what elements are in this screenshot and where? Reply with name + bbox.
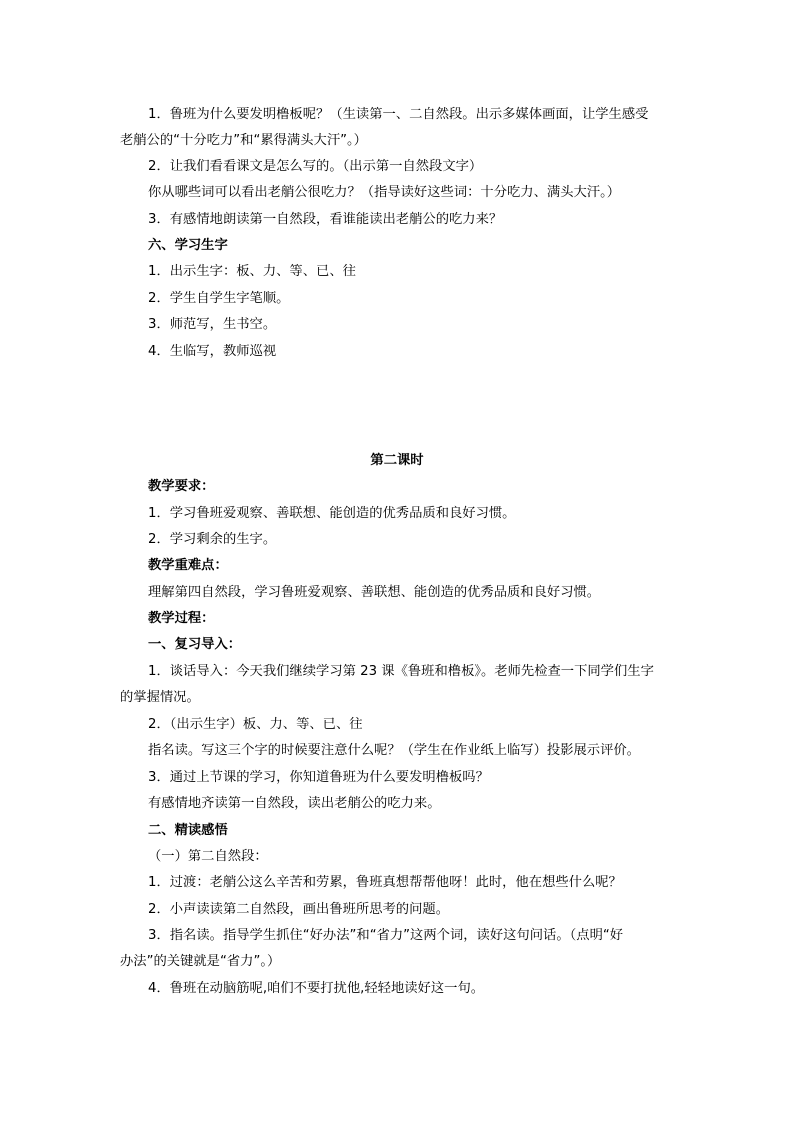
- section-heading: 二、精读感悟: [148, 823, 228, 838]
- paragraph-line: 2．（出示生字）板、力、等、已、往: [148, 717, 363, 732]
- paragraph-line: 办法”的关键就是“省力”。）: [120, 954, 281, 969]
- paragraph-line: 理解第四自然段，学习鲁班爱观察、善联想、能创造的优秀品质和良好习惯。: [148, 585, 601, 600]
- paragraph-line: 1．学习鲁班爱观察、善联想、能创造的优秀品质和良好习惯。: [148, 506, 516, 521]
- paragraph-line: 3．有感情地朗读第一自然段，看谁能读出老艄公的吃力来？: [148, 212, 503, 227]
- section-heading: 一、复习导入：: [148, 637, 242, 652]
- paragraph-line: 2．学生自学生字笔顺。: [148, 291, 290, 306]
- paragraph-line: 2．让我们看看课文是怎么写的。（出示第一自然段文字）: [148, 159, 483, 174]
- lesson-title: 第二课时: [370, 453, 424, 468]
- section-heading: 教学重难点：: [148, 558, 228, 573]
- paragraph-line: 1．谈话导入：今天我们继续学习第 23 课《鲁班和橹板》。老师先检查一下同学们生字: [148, 664, 654, 679]
- section-heading: 六、学习生字: [148, 238, 228, 253]
- paragraph-line: 1．鲁班为什么要发明橹板呢？（生读第一、二自然段。出示多媒体画面，让学生感受: [148, 107, 649, 122]
- paragraph-line: 的掌握情况。: [120, 690, 200, 705]
- paragraph-line: 3．师范写，生书空。: [148, 317, 277, 332]
- paragraph-line: 3．指名读。指导学生抓住“好办法”和“省力”这两个词，读好这句问话。（点明“好: [148, 928, 624, 943]
- paragraph-line: 4．鲁班在动脑筋呢,咱们不要打扰他,轻轻地读好这一句。: [148, 981, 485, 996]
- paragraph-line: 你从哪些词可以看出老艄公很吃力？（指导读好这些词：十分吃力、满头大汗。）: [148, 185, 621, 200]
- section-heading: 教学要求：: [148, 479, 215, 494]
- subsection-heading: （一）第二自然段：: [148, 849, 268, 864]
- paragraph-line: 指名读。写这三个字的时候要注意什么呢？（学生在作业纸上临写）投影展示评价。: [148, 743, 640, 758]
- paragraph-line: 4．生临写，教师巡视: [148, 344, 277, 359]
- paragraph-line: 2．小声读读第二自然段，画出鲁班所思考的问题。: [148, 902, 449, 917]
- paragraph-line: 3．通过上节课的学习，你知道鲁班为什么要发明橹板吗？: [148, 770, 489, 785]
- paragraph-line: 2．学习剩余的生字。: [148, 532, 277, 547]
- paragraph-line: 1．过渡：老艄公这么辛苦和劳累，鲁班真想帮帮他呀！此时，他在想些什么呢？: [148, 875, 622, 890]
- paragraph-line: 老艄公的“十分吃力”和“累得满头大汗”。）: [120, 133, 367, 148]
- paragraph-line: 有感情地齐读第一自然段，读出老艄公的吃力来。: [148, 796, 441, 811]
- paragraph-line: 1．出示生字：板、力、等、已、往: [148, 264, 356, 279]
- section-heading: 教学过程：: [148, 611, 215, 626]
